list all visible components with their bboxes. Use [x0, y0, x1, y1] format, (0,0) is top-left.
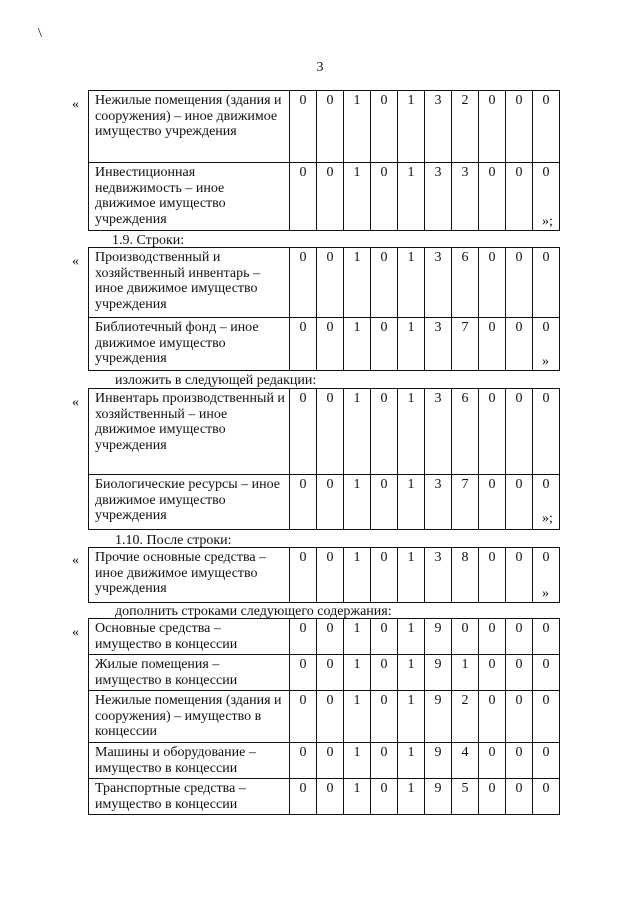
code-digit: 0: [479, 248, 506, 318]
code-digit: 0: [317, 743, 344, 779]
code-digit: 0: [506, 779, 533, 815]
code-digit: 0: [371, 691, 398, 743]
code-digit: 1: [344, 91, 371, 163]
code-digit: 0: [290, 318, 317, 371]
code-table-block-4: [88, 618, 560, 815]
code-digit: 0: [290, 475, 317, 530]
code-digit: 1: [344, 743, 371, 779]
code-digit: 0: [533, 318, 560, 371]
quote-open: «: [72, 553, 79, 568]
code-digit: 1: [398, 318, 425, 371]
code-digit: 1: [344, 691, 371, 743]
code-digit: 0: [371, 318, 398, 371]
table-row: [89, 163, 560, 231]
code-digit: 0: [506, 475, 533, 530]
code-digit: 1: [398, 248, 425, 318]
quote-open: «: [72, 254, 79, 269]
code-digit: 1: [344, 389, 371, 475]
code-digit: 1: [398, 743, 425, 779]
code-table-block-0: [88, 90, 560, 231]
code-digit: 0: [506, 318, 533, 371]
code-digit: 0: [479, 91, 506, 163]
row-name: Жилые помещения – имущество в концессии: [89, 655, 290, 691]
section-caption: дополнить строками следующего содержания:: [115, 604, 392, 619]
code-digit: 0: [290, 779, 317, 815]
margin-mark: \: [38, 26, 42, 41]
code-digit: 6: [452, 248, 479, 318]
code-digit: 0: [506, 163, 533, 231]
code-digit: 1: [398, 619, 425, 655]
section-caption: 1.10. После строки:: [115, 533, 232, 548]
table-row: [89, 779, 560, 815]
code-digit: 1: [344, 163, 371, 231]
code-digit: 0: [290, 743, 317, 779]
row-name: Производственный и хозяйственный инвентарь – иное движимое имущество учреждения: [89, 248, 290, 318]
quote-open: «: [72, 395, 79, 410]
code-digit: 1: [344, 475, 371, 530]
code-digit: 0: [506, 548, 533, 603]
quote-open: «: [72, 625, 79, 640]
row-name: Инвестиционная недвижимость – иное движимое имущество учреждения: [89, 163, 290, 231]
code-digit: 0: [533, 91, 560, 163]
code-digit: 0: [317, 248, 344, 318]
code-digit: 0: [371, 163, 398, 231]
code-digit: 0: [290, 248, 317, 318]
code-digit: 0: [371, 548, 398, 603]
code-digit: 0: [317, 691, 344, 743]
code-digit: 7: [452, 318, 479, 371]
code-digit: 0: [533, 389, 560, 475]
code-digit: 0: [533, 619, 560, 655]
row-name: Основные средства – имущество в концессии: [89, 619, 290, 655]
quote-close: »: [542, 586, 549, 601]
code-digit: 0: [290, 548, 317, 603]
code-digit: 0: [371, 655, 398, 691]
table-row: [89, 475, 560, 530]
code-digit: 0: [371, 248, 398, 318]
code-digit: 0: [479, 655, 506, 691]
code-digit: 0: [479, 548, 506, 603]
code-digit: 2: [452, 691, 479, 743]
table-row: [89, 691, 560, 743]
code-digit: 1: [344, 318, 371, 371]
code-digit: 3: [425, 548, 452, 603]
table-row: [89, 318, 560, 371]
code-digit: 0: [317, 318, 344, 371]
code-digit: 9: [425, 743, 452, 779]
code-digit: 0: [533, 655, 560, 691]
code-digit: 0: [533, 548, 560, 603]
table-row: [89, 655, 560, 691]
code-digit: 0: [371, 743, 398, 779]
code-digit: 1: [398, 655, 425, 691]
code-digit: 3: [425, 163, 452, 231]
table-row: [89, 548, 560, 603]
code-digit: 9: [425, 691, 452, 743]
code-digit: 0: [290, 655, 317, 691]
row-name: Инвентарь производственный и хозяйственный – иное движимое имущество учреждения: [89, 389, 290, 475]
code-digit: 0: [290, 389, 317, 475]
code-digit: 3: [425, 248, 452, 318]
code-digit: 0: [371, 619, 398, 655]
code-digit: 1: [452, 655, 479, 691]
table-row: [89, 743, 560, 779]
table-row: [89, 389, 560, 475]
row-name: Нежилые помещения (здания и сооружения) – имущество в концессии: [89, 691, 290, 743]
code-digit: 1: [398, 163, 425, 231]
code-digit: 0: [506, 655, 533, 691]
code-digit: 1: [398, 389, 425, 475]
code-digit: 0: [317, 91, 344, 163]
code-digit: 0: [452, 619, 479, 655]
code-digit: 0: [533, 475, 560, 530]
code-digit: 0: [533, 248, 560, 318]
code-digit: 0: [317, 548, 344, 603]
code-table-block-2: [88, 388, 560, 530]
code-digit: 0: [479, 389, 506, 475]
code-digit: 3: [425, 389, 452, 475]
table-row: [89, 248, 560, 318]
code-digit: 0: [317, 655, 344, 691]
code-digit: 1: [398, 548, 425, 603]
code-digit: 0: [506, 743, 533, 779]
row-name: Прочие основные средства – иное движимое имущество учреждения: [89, 548, 290, 603]
code-digit: 0: [479, 743, 506, 779]
code-digit: 0: [479, 619, 506, 655]
quote-close: »;: [542, 214, 553, 229]
code-digit: 1: [344, 548, 371, 603]
code-digit: 0: [371, 475, 398, 530]
code-digit: 1: [344, 779, 371, 815]
code-digit: 1: [344, 248, 371, 318]
section-caption: 1.9. Строки:: [112, 233, 185, 248]
quote-close: »: [542, 354, 549, 369]
code-digit: 3: [452, 163, 479, 231]
code-digit: 4: [452, 743, 479, 779]
code-digit: 0: [317, 475, 344, 530]
code-digit: 1: [344, 619, 371, 655]
code-table-block-1: [88, 247, 560, 371]
code-digit: 9: [425, 779, 452, 815]
code-digit: 0: [533, 163, 560, 231]
code-digit: 0: [533, 691, 560, 743]
code-digit: 1: [398, 691, 425, 743]
code-digit: 0: [506, 691, 533, 743]
page-number: 3: [316, 60, 324, 75]
code-digit: 1: [398, 475, 425, 530]
code-digit: 7: [452, 475, 479, 530]
code-digit: 1: [344, 655, 371, 691]
code-digit: 1: [398, 779, 425, 815]
code-digit: 0: [533, 779, 560, 815]
code-digit: 0: [479, 779, 506, 815]
row-name: Биологические ресурсы – иное движимое имущество учреждения: [89, 475, 290, 530]
code-digit: 0: [371, 389, 398, 475]
code-digit: 0: [317, 389, 344, 475]
code-digit: 2: [452, 91, 479, 163]
code-digit: 0: [317, 779, 344, 815]
row-name: Машины и оборудование – имущество в концессии: [89, 743, 290, 779]
code-digit: 0: [533, 743, 560, 779]
code-digit: 0: [506, 248, 533, 318]
code-digit: 0: [479, 475, 506, 530]
row-name: Библиотечный фонд – иное движимое имущество учреждения: [89, 318, 290, 371]
quote-open: «: [72, 97, 79, 112]
code-digit: 9: [425, 619, 452, 655]
row-name: Нежилые помещения (здания и сооружения) – иное движимое имущество учреждения: [89, 91, 290, 163]
code-digit: 8: [452, 548, 479, 603]
code-digit: 0: [371, 91, 398, 163]
code-digit: 0: [290, 619, 317, 655]
table-row: [89, 619, 560, 655]
code-digit: 5: [452, 779, 479, 815]
code-digit: 0: [479, 691, 506, 743]
code-digit: 3: [425, 475, 452, 530]
code-digit: 0: [506, 389, 533, 475]
code-digit: 3: [425, 91, 452, 163]
code-digit: 0: [317, 163, 344, 231]
code-digit: 6: [452, 389, 479, 475]
code-digit: 3: [425, 318, 452, 371]
code-digit: 0: [290, 163, 317, 231]
code-digit: 0: [290, 691, 317, 743]
code-digit: 0: [506, 619, 533, 655]
code-digit: 0: [506, 91, 533, 163]
code-digit: 1: [398, 91, 425, 163]
code-digit: 0: [317, 619, 344, 655]
section-caption: изложить в следующей редакции:: [115, 373, 317, 388]
code-digit: 0: [371, 779, 398, 815]
code-digit: 0: [479, 163, 506, 231]
code-digit: 9: [425, 655, 452, 691]
row-name: Транспортные средства – имущество в концессии: [89, 779, 290, 815]
table-row: [89, 91, 560, 163]
quote-close: »;: [542, 511, 553, 526]
code-table-block-3: [88, 547, 560, 603]
code-digit: 0: [290, 91, 317, 163]
code-digit: 0: [479, 318, 506, 371]
